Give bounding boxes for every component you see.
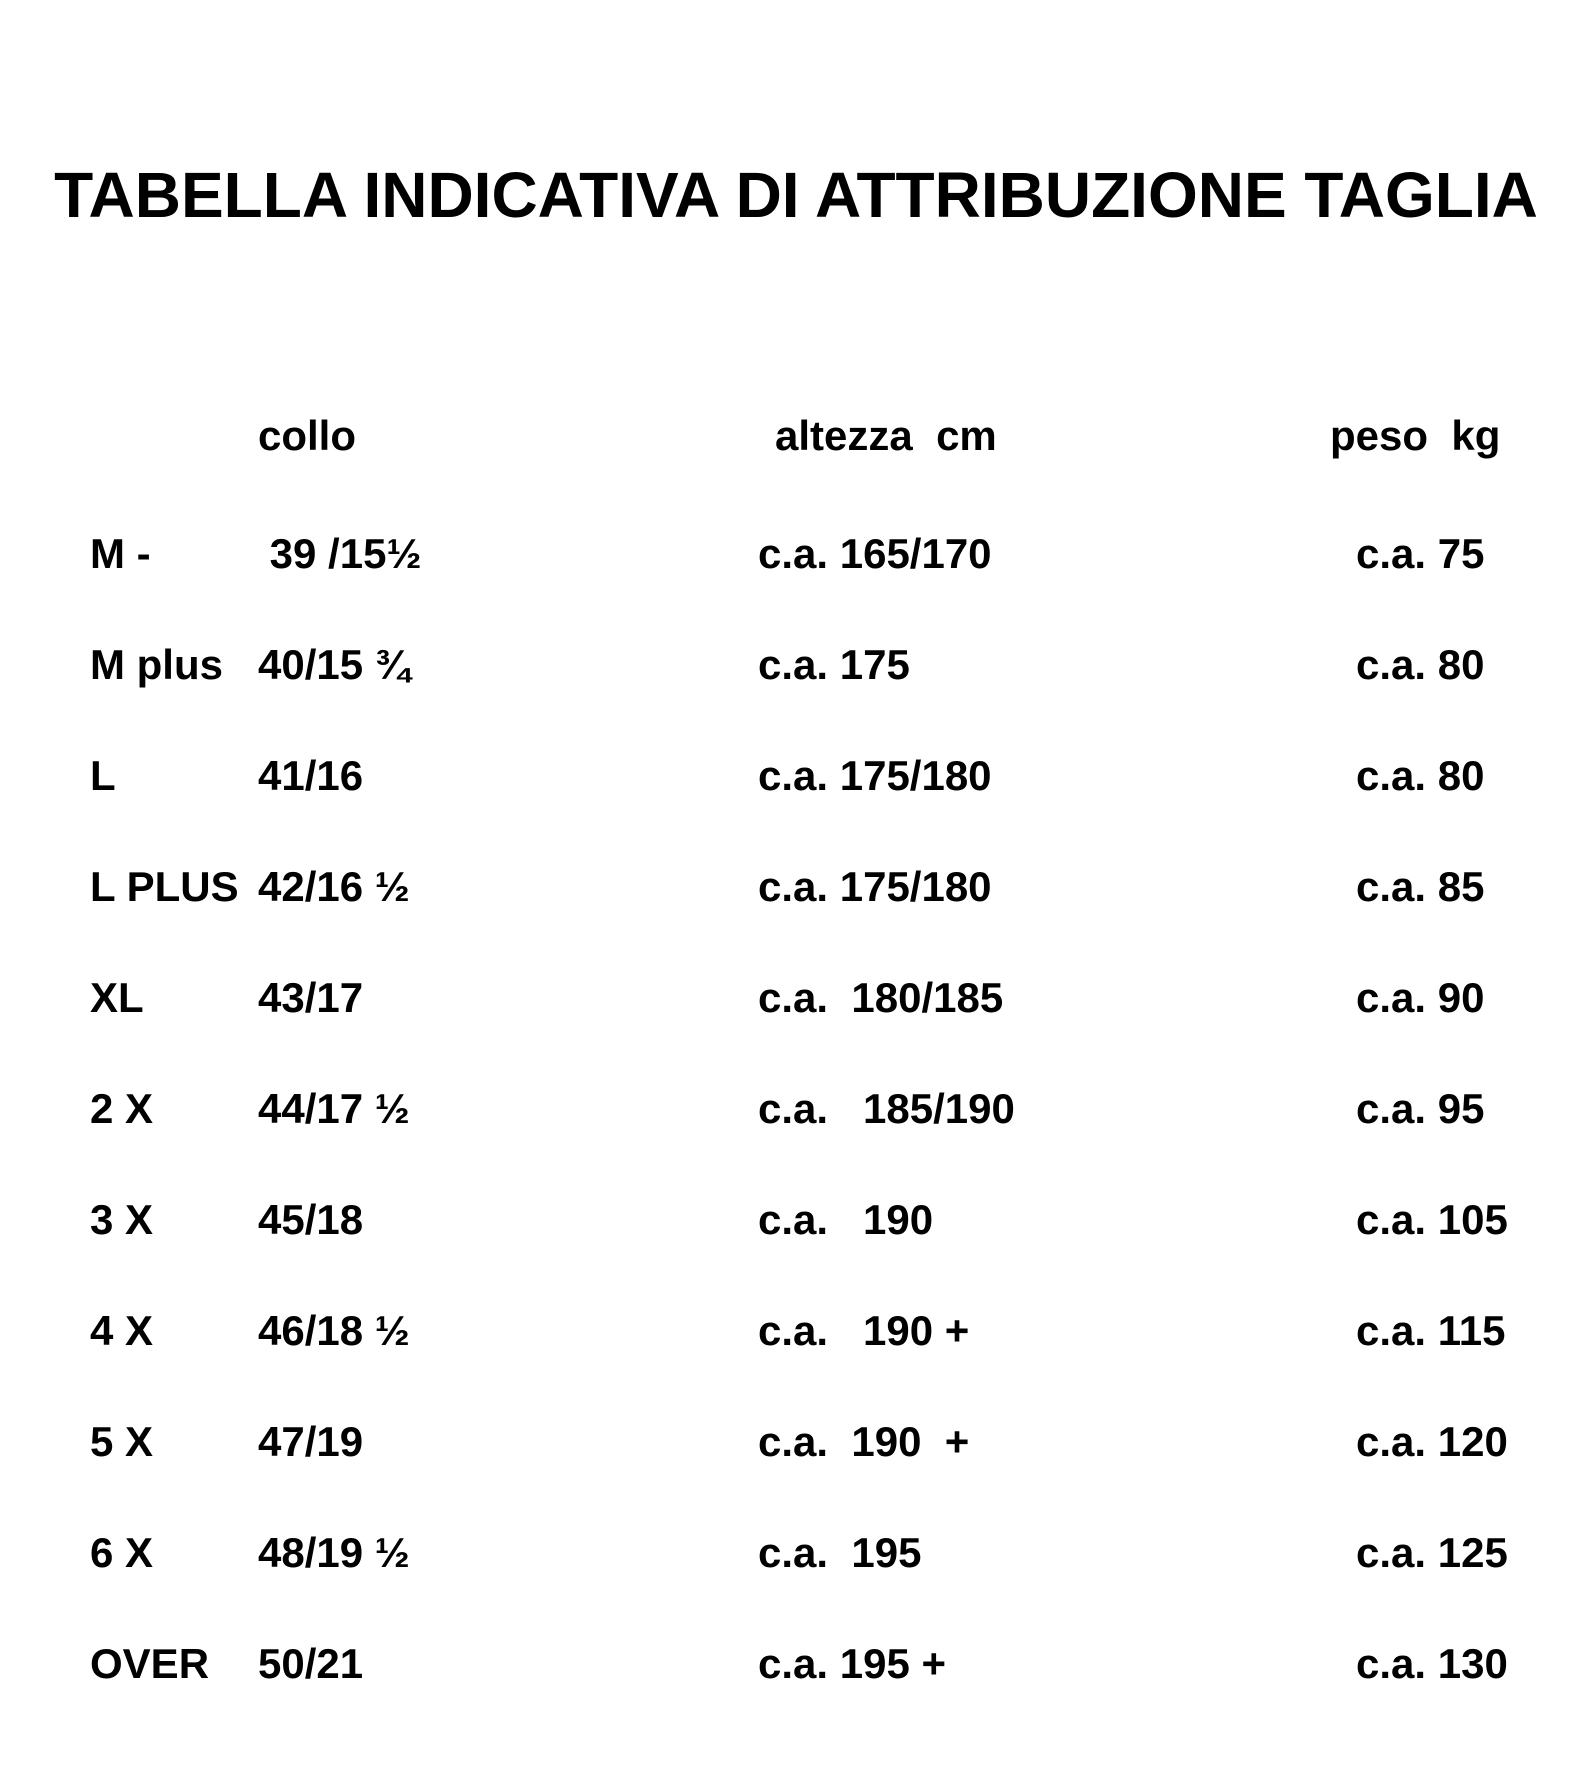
weight-cell: c.a. 75 [1356, 530, 1485, 577]
neck-cell: 41/16 [258, 752, 364, 799]
weight-cell: c.a. 80 [1356, 752, 1485, 799]
height-cell: c.a. 195 + [758, 1640, 946, 1687]
weight-cell: c.a. 90 [1356, 974, 1485, 1021]
table-row [0, 639, 1592, 691]
weight-cell: c.a. 130 [1356, 1640, 1508, 1687]
height-cell: c.a. 165/170 [758, 530, 992, 577]
neck-cell: 45/18 [258, 1196, 364, 1243]
neck-cell: 39 /15½ [258, 530, 422, 577]
table-row [0, 1416, 1592, 1468]
size-cell: 6 X [90, 1529, 154, 1576]
table-row [0, 528, 1592, 580]
neck-cell: 46/18 ½ [258, 1307, 410, 1354]
column-header-peso: peso kg [1330, 412, 1501, 459]
size-cell: OVER [90, 1640, 210, 1687]
size-cell: M - [90, 530, 151, 577]
table-row [0, 1638, 1592, 1690]
size-cell: 3 X [90, 1196, 154, 1243]
height-cell: c.a. 175 [758, 641, 910, 688]
height-cell: c.a. 180/185 [758, 974, 1004, 1021]
table-row [0, 972, 1592, 1024]
size-cell: 4 X [90, 1307, 154, 1354]
neck-cell: 40/15 ¾ [258, 641, 410, 688]
weight-cell: c.a. 125 [1356, 1529, 1508, 1576]
neck-cell: 43/17 [258, 974, 364, 1021]
size-cell: 2 X [90, 1085, 154, 1132]
neck-cell: 50/21 [258, 1640, 364, 1687]
size-cell: 5 X [90, 1418, 154, 1465]
weight-cell: c.a. 120 [1356, 1418, 1508, 1465]
size-cell: XL [90, 974, 144, 1021]
weight-cell: c.a. 115 [1356, 1307, 1506, 1354]
page-title: TABELLA INDICATIVA DI ATTRIBUZIONE TAGLIA [54, 159, 1538, 231]
height-cell: c.a. 190 [758, 1196, 934, 1243]
weight-cell: c.a. 105 [1356, 1196, 1508, 1243]
height-cell: c.a. 190 + [758, 1307, 970, 1354]
table-row [0, 861, 1592, 913]
height-cell: c.a. 175/180 [758, 752, 992, 799]
height-cell: c.a. 185/190 [758, 1085, 1015, 1132]
size-cell: L PLUS [90, 863, 239, 910]
table-row [0, 1083, 1592, 1135]
table-row [0, 750, 1592, 802]
height-cell: c.a. 190 + [758, 1418, 970, 1465]
size-cell: M plus [90, 641, 223, 688]
table-row [0, 1527, 1592, 1579]
height-cell: c.a. 195 [758, 1529, 922, 1576]
weight-cell: c.a. 95 [1356, 1085, 1485, 1132]
weight-cell: c.a. 85 [1356, 863, 1485, 910]
neck-cell: 42/16 ½ [258, 863, 410, 910]
neck-cell: 44/17 ½ [258, 1085, 410, 1132]
neck-cell: 48/19 ½ [258, 1529, 410, 1576]
column-header-collo: collo [258, 412, 357, 459]
weight-cell: c.a. 80 [1356, 641, 1485, 688]
height-cell: c.a. 175/180 [758, 863, 992, 910]
column-header-altezza: altezza cm [775, 412, 997, 459]
neck-cell: 47/19 [258, 1418, 364, 1465]
table-row [0, 1194, 1592, 1246]
size-cell: L [90, 752, 116, 799]
table-row [0, 1305, 1592, 1357]
